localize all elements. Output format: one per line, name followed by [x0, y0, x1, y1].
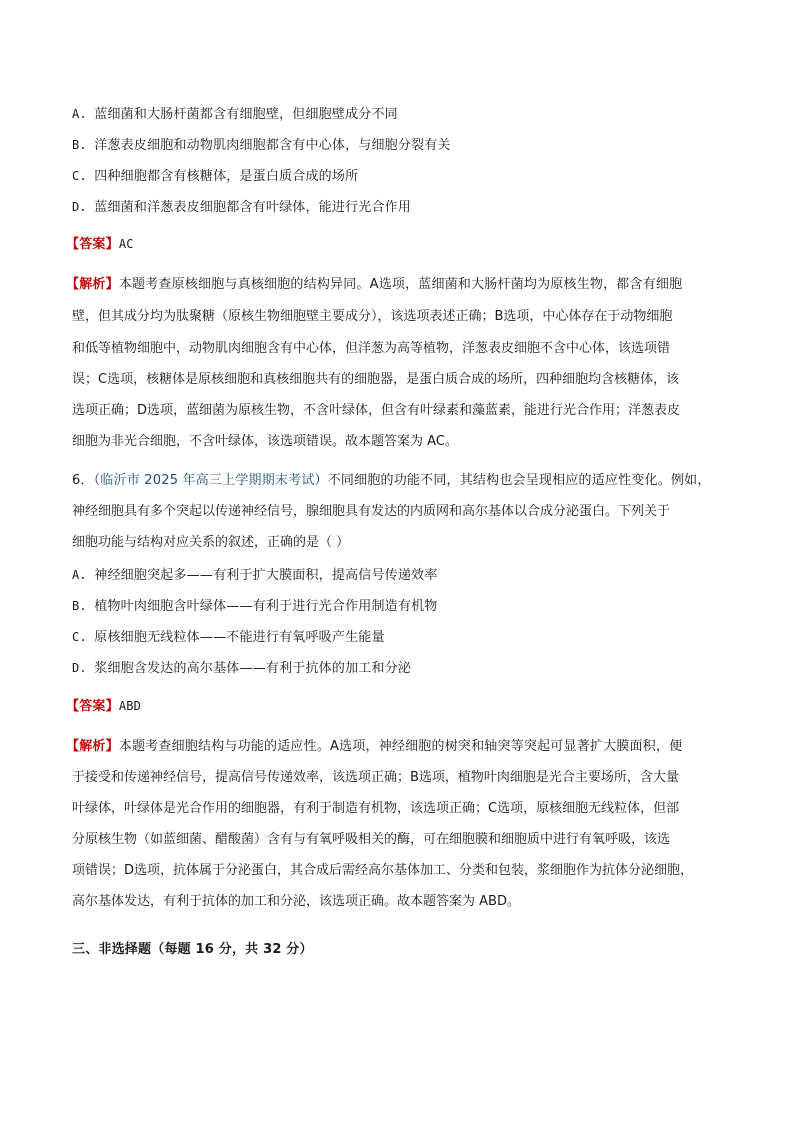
q6-stem-line-3: 细胞功能与结构对应关系的叙述，正确的是（ ） [72, 535, 350, 550]
option-text: 蓝细菌和大肠杆菌都含有细胞壁，但细胞壁成分不同 [94, 107, 398, 122]
q5-analysis-line-3: 和低等植物细胞中，动物肌肉细胞含有中心体，但洋葱为高等植物，洋葱表皮细胞不含中心体，该选项错 [72, 341, 671, 356]
option-letter: A. [72, 568, 95, 582]
q6-option-a [72, 565, 437, 586]
option-text: 神经细胞突起多——有利于扩大膜面积，提高信号传递效率 [94, 568, 438, 583]
analysis-tag: 【解析】 [66, 277, 119, 292]
source-open: （ [93, 473, 101, 488]
option-text: 植物叶肉细胞含叶绿体——有利于进行光合作用制造有机物 [94, 599, 438, 614]
analysis-text: 本题考查细胞结构与功能的适应性。A选项，神经细胞的树突和轴突等突起可显著扩大膜面积，便 [118, 739, 683, 754]
q6-option-d [72, 658, 411, 679]
q5-analysis-line-4: 误；C选项，核糖体是原核细胞和真核细胞共有的细胞器，是蛋白质合成的场所，四种细胞均含核糖体，该 [72, 372, 680, 387]
q6-analysis-line-1 [66, 737, 682, 757]
option-text: 四种细胞都含有核糖体，是蛋白质合成的场所 [94, 169, 359, 184]
question-number: 6． [72, 473, 94, 488]
q5-analysis-line-1 [66, 275, 682, 295]
option-text: 洋葱表皮细胞和动物肌肉细胞都含有中心体，与细胞分裂有关 [94, 138, 451, 153]
q6-stem-line-2: 神经细胞具有多个突起以传递神经信号，腺细胞具有发达的内质网和高尔基体以合成分泌蛋白。下列关于 [72, 504, 671, 519]
option-letter: B. [72, 599, 95, 613]
option-letter: B. [72, 138, 95, 152]
q5-analysis-line-2: 壁，但其成分均为肽聚糖（原核生物细胞壁主要成分），该选项表述正确；B选项，中心体存在于动物细胞 [72, 309, 673, 324]
option-letter: A. [72, 107, 95, 121]
q6-answer [66, 696, 141, 717]
stem-text: 不同细胞的功能不同，其结构也会呈现相应的适应性变化。例如， [327, 473, 711, 488]
question-source: 临沂市 2025 年高三上学期期末考试 [100, 473, 315, 488]
answer-value: ABD [118, 699, 142, 713]
q6-analysis-line-6: 高尔基体发达，有利于抗体的加工和分泌，该选项正确。故本题答案为 ABD。 [72, 894, 520, 909]
analysis-text: 本题考查原核细胞与真核细胞的结构异同。A选项，蓝细菌和大肠杆菌均为原核生物，都含有细胞 [118, 277, 683, 292]
q6-analysis-line-2: 于接受和传递神经信号，提高信号传递效率，该选项正确；B选项，植物叶肉细胞是光合主要场所，含大量 [72, 770, 679, 785]
option-text: 蓝细菌和洋葱表皮细胞都含有叶绿体，能进行光合作用 [94, 200, 412, 215]
q5-analysis-line-6: 细胞为非光合细胞，不含叶绿体，该选项错误。故本题答案为 AC。 [72, 434, 458, 449]
option-letter: D. [72, 200, 95, 214]
q5-answer [66, 234, 134, 255]
analysis-tag: 【解析】 [66, 739, 119, 754]
section-heading: 三、非选择题（每题 16 分，共 32 分） [72, 942, 313, 957]
answer-tag: 【答案】 [66, 699, 119, 714]
q5-analysis-line-5: 选项正确；D选项，蓝细菌为原核生物，不含叶绿体，但含有叶绿素和藻蓝素，能进行光合作用；洋葱表皮 [72, 403, 681, 418]
q6-analysis-line-4: 分原核生物（如蓝细菌、醋酸菌）含有与有氧呼吸相关的酶，可在细胞膜和细胞质中进行有氧呼吸，该选 [72, 832, 671, 847]
option-text: 浆细胞含发达的高尔基体——有利于抗体的加工和分泌 [94, 661, 412, 676]
q6-analysis-line-5: 项错误；D选项，抗体属于分泌蛋白，其合成后需经高尔基体加工、分类和包装，浆细胞作为抗体分泌细胞， [72, 863, 694, 878]
answer-tag: 【答案】 [66, 237, 119, 252]
q6-option-b [72, 596, 437, 617]
option-letter: C. [72, 169, 95, 183]
q5-option-d [72, 197, 411, 218]
q5-option-c [72, 166, 358, 187]
q6-option-c [72, 627, 385, 648]
option-letter: D. [72, 661, 95, 675]
q6-stem-line-1 [72, 471, 711, 491]
q5-option-a [72, 104, 398, 125]
source-close: ） [314, 473, 328, 488]
q5-option-b [72, 135, 451, 156]
answer-value: AC [118, 237, 134, 251]
q6-analysis-line-3: 叶绿体，叶绿体是光合作用的细胞器，有利于制造有机物，该选项正确；C选项，原核细胞无线粒体，但部 [72, 801, 680, 816]
option-text: 原核细胞无线粒体——不能进行有氧呼吸产生能量 [94, 630, 385, 645]
option-letter: C. [72, 630, 95, 644]
